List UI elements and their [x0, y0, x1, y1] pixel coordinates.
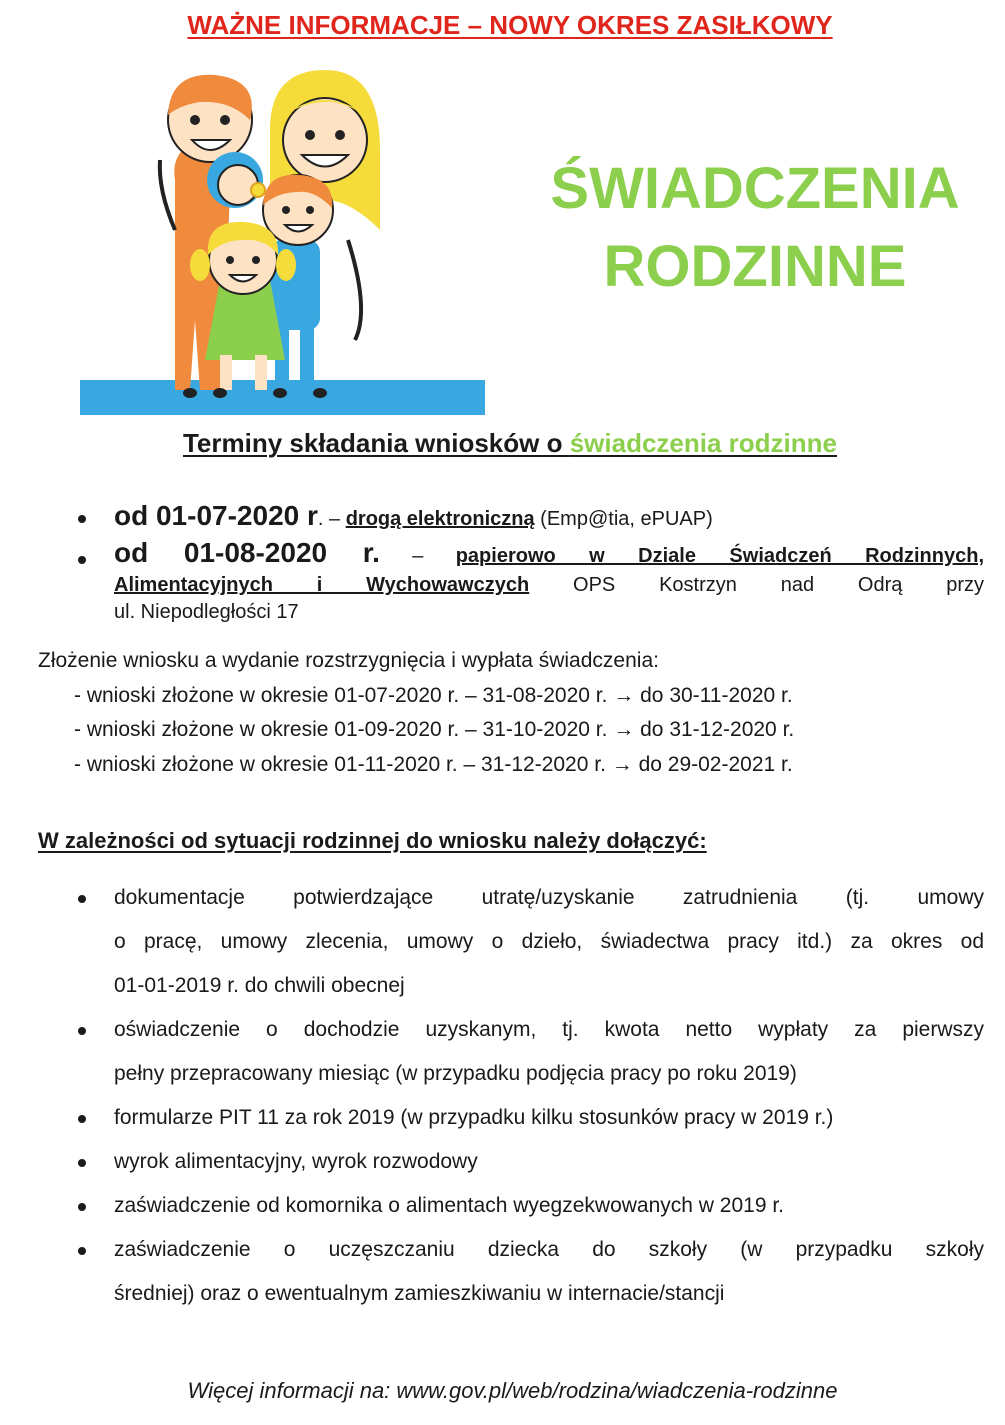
- bullet-icon: [78, 1027, 86, 1035]
- date-detail: (Emp@tia, ePUAP): [534, 508, 713, 530]
- hero-title: [515, 150, 995, 306]
- attachment-item: [70, 1140, 984, 1184]
- section-heading-prefix: Terminy składania wniosków o: [182, 428, 570, 458]
- hero-title-line1: ŚWIADCZENIA: [550, 156, 960, 221]
- bullet-icon: [78, 515, 86, 523]
- attachment-item: [70, 1096, 984, 1140]
- deadline-row: - wnioski złożone w okresie 01-07-2020 r. – 31-08-2020 r. → do 30-11-2020 r.: [74, 683, 793, 707]
- attachment-line: zaświadczenie od komornika o alimentach wyegzekwowanych w 2019 r.: [114, 1194, 785, 1217]
- date2-line1: [114, 539, 984, 572]
- deadline-row: - wnioski złożone w okresie 01-11-2020 r. – 31-12-2020 r. → do 29-02-2021 r.: [74, 752, 793, 776]
- date-item-paper: [70, 539, 984, 626]
- bullet-icon: [78, 1247, 86, 1255]
- deadlines-intro: Złożenie wniosku a wydanie rozstrzygnięcia i wypłata świadczenia:: [38, 649, 659, 672]
- attachments-list: [70, 876, 984, 1316]
- attachment-item: [70, 1228, 984, 1316]
- date-method-line1: papierowo w Dziale Świadczeń Rodzinnych,: [455, 545, 985, 567]
- attachment-line: pełny przepracowany miesiąc (w przypadku podjęcia pracy po roku 2019): [114, 1062, 797, 1085]
- attachment-line: formularze PIT 11 za rok 2019 (w przypadku kilku stosunków pracy w 2019 r.): [114, 1106, 834, 1129]
- attachment-line: oświadczenie o dochodzie uzyskanym, tj. kwota netto wypłaty za pierwszy: [114, 1018, 984, 1041]
- date-dash: –: [412, 545, 424, 567]
- attachment-item: [70, 1008, 984, 1096]
- attachment-line: 01-01-2019 r. do chwili obecnej: [114, 974, 405, 997]
- page-title: WAŻNE INFORMACJE – NOWY OKRES ZASIŁKOWY: [187, 10, 833, 40]
- date-detail-line3: ul. Niepodległości 17: [114, 601, 299, 623]
- bullet-icon: [78, 1115, 86, 1123]
- attachment-line: o pracę, umowy zlecenia, umowy o dzieło, świadectwa pracy itd.) za okres od: [114, 930, 984, 953]
- attachment-line: zaświadczenie o uczęszczaniu dziecka do szkoły (w przypadku szkoły: [114, 1238, 984, 1261]
- date-detail-line2: OPS Kostrzyn nad Odrą przy: [573, 574, 985, 596]
- attachment-line: dokumentacje potwierdzające utratę/uzyskanie zatrudnienia (tj. umowy: [114, 886, 984, 909]
- bullet-icon: [78, 1159, 86, 1167]
- bullet-icon: [78, 895, 86, 903]
- date-label: od 01-08-2020 r.: [114, 537, 380, 568]
- date2-line2: [114, 572, 984, 599]
- date-separator: . –: [317, 508, 346, 530]
- attachments-heading: W zależności od sytuacji rodzinnej do wniosku należy dołączyć:: [38, 828, 707, 853]
- bullet-icon: [78, 556, 86, 564]
- deadlines-block: [38, 644, 794, 782]
- date-item-electronic: [70, 498, 984, 539]
- bullet-icon: [78, 1203, 86, 1211]
- footer-info: Więcej informacji na: www.gov.pl/web/rodzina/wiadczenia-rodzinne: [187, 1378, 838, 1403]
- deadline-row: - wnioski złożone w okresie 01-09-2020 r. – 31-10-2020 r. → do 31-12-2020 r.: [74, 718, 795, 741]
- date-method-line2: Alimentacyjnych i Wychowawczych: [114, 574, 530, 596]
- section-heading-highlight: świadczenia rodzinne: [569, 428, 838, 458]
- family-illustration: [80, 60, 490, 420]
- attachment-item: [70, 876, 984, 1008]
- attachment-line: średniej) oraz o ewentualnym zamieszkiwaniu w internacie/stancji: [114, 1282, 725, 1305]
- date-method: drogą elektroniczną: [345, 508, 535, 530]
- date-label: od 01-07-2020 r: [114, 500, 318, 531]
- hero-title-line2: RODZINNE: [603, 234, 907, 299]
- attachment-line: wyrok alimentacyjny, wyrok rozwodowy: [114, 1150, 478, 1173]
- dates-list: [70, 498, 984, 626]
- section-heading: [0, 428, 1005, 459]
- attachment-item: [70, 1184, 984, 1228]
